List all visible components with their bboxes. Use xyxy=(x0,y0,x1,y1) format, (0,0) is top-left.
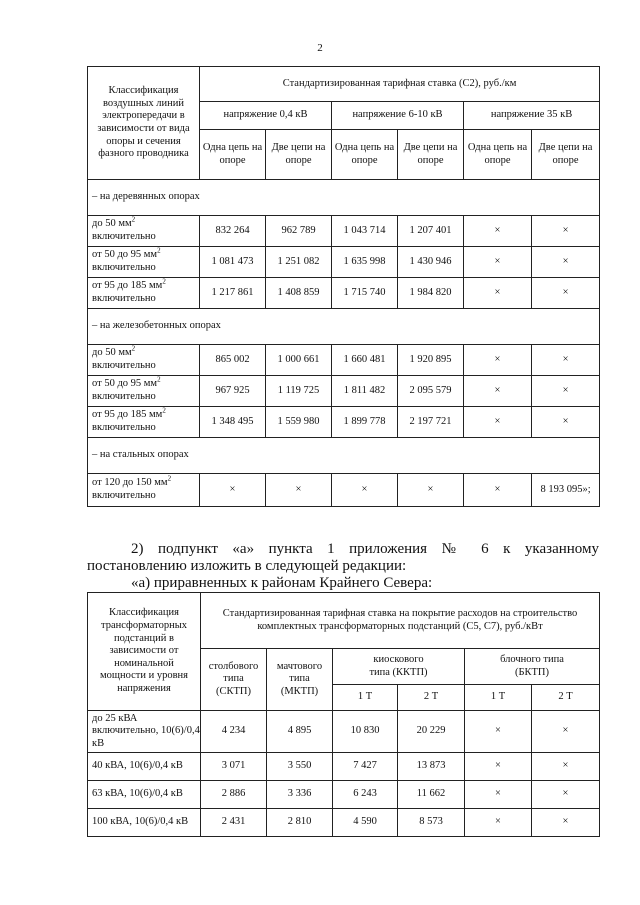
table-cell: × xyxy=(464,407,532,438)
table-row xyxy=(88,781,600,809)
amendment-paragraph-line-1: 2) подпункт «а» пункта 1 приложения № 6 к указанному xyxy=(131,541,599,557)
row-label xyxy=(88,247,200,278)
table-cell: × xyxy=(465,809,532,837)
row-label: 100 кВА, 10(6)/0,4 кВ xyxy=(88,809,201,837)
row-label: до 25 кВА включительно, 10(6)/0,4 кВ xyxy=(88,711,201,753)
row-label-sup: 2 xyxy=(157,375,161,384)
circuit-subheader: Одна цепь на опоре xyxy=(464,130,532,180)
row-label-text-2: включительно xyxy=(92,262,156,273)
table-cell: × xyxy=(332,474,398,507)
section-title: – на деревянных опорах xyxy=(88,180,600,216)
row-label-text: от 50 до 95 мм xyxy=(92,249,158,261)
circuit-subheader: Две цепи на опоре xyxy=(398,130,464,180)
table-cell: 2 431 xyxy=(201,809,267,837)
table-cell: 1 251 082 xyxy=(266,247,332,278)
table-cell: × xyxy=(532,781,600,809)
table-cell: × xyxy=(532,711,600,753)
circuit-subheader: Две цепи на опоре xyxy=(532,130,600,180)
table-cell: 1 217 861 xyxy=(200,278,266,309)
section-row xyxy=(88,180,600,216)
table-cell: 1 920 895 xyxy=(398,345,464,376)
row-label-sup: 2 xyxy=(131,344,136,353)
circuit-subheader: Одна цепь на опоре xyxy=(200,130,266,180)
table-cell: 10 830 xyxy=(333,711,398,753)
table-cell: × xyxy=(464,216,532,247)
table-cell: 3 071 xyxy=(201,753,267,781)
table-cell: × xyxy=(532,753,600,781)
row-label-sup: 2 xyxy=(131,215,136,224)
table-cell: × xyxy=(464,345,532,376)
table-cell: × xyxy=(200,474,266,507)
table-cell: × xyxy=(532,345,600,376)
transformer-count-header: 2 Т xyxy=(398,685,465,711)
table-cell: 962 789 xyxy=(266,216,332,247)
table-cell: 832 264 xyxy=(200,216,266,247)
circuit-subheader: Две цепи на опоре xyxy=(266,130,332,180)
amendment-paragraph-line-3: «а) приравненных к районам Крайнего Севера: xyxy=(131,575,433,591)
row-label-text-2: включительно xyxy=(92,360,156,371)
table-cell: 2 095 579 xyxy=(398,376,464,407)
row-label-text: от 95 до 185 мм xyxy=(92,409,163,421)
table-cell: × xyxy=(532,247,600,278)
classification-header: Классификация трансформаторных подстанций в зависимости от номинальной мощности и уровня напряжения xyxy=(88,593,201,711)
tariff-header: Стандартизированная тарифная ставка (С2), руб./км xyxy=(200,67,600,102)
table-cell: 1 559 980 xyxy=(266,407,332,438)
row-label-text: от 95 до 185 мм xyxy=(92,280,163,292)
table-cell: 1 000 661 xyxy=(266,345,332,376)
table-cell: 1 408 859 xyxy=(266,278,332,309)
table-cell: × xyxy=(532,407,600,438)
table-cell: 1 635 998 xyxy=(332,247,398,278)
table-cell: 4 234 xyxy=(201,711,267,753)
row-label xyxy=(88,278,200,309)
table-row xyxy=(88,711,600,753)
table-cell: 6 243 xyxy=(333,781,398,809)
table-cell: 1 811 482 xyxy=(332,376,398,407)
table-row xyxy=(88,216,600,247)
transformer-count-header: 1 Т xyxy=(333,685,398,711)
table-row xyxy=(88,809,600,837)
row-label-text-2: включительно xyxy=(92,490,156,501)
page-number: 2 xyxy=(317,42,323,54)
row-label-text: до 50 мм xyxy=(92,218,132,230)
table-row xyxy=(88,407,600,438)
table-row xyxy=(88,753,600,781)
table-row xyxy=(88,474,600,507)
row-label-text: от 120 до 150 мм xyxy=(92,477,168,489)
row-label-text-2: включительно xyxy=(92,293,156,304)
classification-header: Классификация воздушных линий электропередачи в зависимости от вида опоры и сечения фазного проводника xyxy=(88,67,200,180)
table-cell: 1 430 946 xyxy=(398,247,464,278)
table-cell: × xyxy=(532,216,600,247)
type-header-kktp: киоскового типа (ККТП) xyxy=(333,649,465,685)
table-cell: × xyxy=(465,753,532,781)
table-cell: 1 043 714 xyxy=(332,216,398,247)
table-cell: × xyxy=(464,247,532,278)
row-label xyxy=(88,376,200,407)
table-cell: × xyxy=(465,711,532,753)
table-row xyxy=(88,278,600,309)
row-label: 40 кВА, 10(6)/0,4 кВ xyxy=(88,753,201,781)
table-cell: 1 348 495 xyxy=(200,407,266,438)
table-cell: × xyxy=(464,474,532,507)
table-cell: 1 899 778 xyxy=(332,407,398,438)
table-cell: × xyxy=(464,278,532,309)
table-cell: 1 984 820 xyxy=(398,278,464,309)
row-label-text: до 50 мм xyxy=(92,347,132,359)
tariff-header: Стандартизированная тарифная ставка на покрытие расходов на строительство комплектных трансформаторных подстанций (С5, С7), руб./кВт xyxy=(201,593,600,649)
row-label-sup: 2 xyxy=(162,406,166,415)
table-cell: × xyxy=(465,781,532,809)
transformer-count-header: 1 Т xyxy=(465,685,532,711)
row-label xyxy=(88,474,200,507)
type-header-bktp: блочного типа (БКТП) xyxy=(465,649,600,685)
table-cell: × xyxy=(532,376,600,407)
table-cell: × xyxy=(266,474,332,507)
table-cell: × xyxy=(464,376,532,407)
amendment-paragraph-line-2: постановлению изложить в следующей редакции: xyxy=(87,558,407,574)
transformer-count-header: 2 Т xyxy=(532,685,600,711)
substations-tariff-table xyxy=(87,592,600,837)
row-label-text: от 50 до 95 мм xyxy=(92,378,158,390)
table-cell: 1 660 481 xyxy=(332,345,398,376)
table-cell: 20 229 xyxy=(398,711,465,753)
table-cell: × xyxy=(532,278,600,309)
table-row xyxy=(88,376,600,407)
row-label-sup: 2 xyxy=(157,246,161,255)
circuit-subheader: Одна цепь на опоре xyxy=(332,130,398,180)
row-label-text-2: включительно xyxy=(92,391,156,402)
table-cell: 8 193 095»; xyxy=(532,474,600,507)
voltage-35-header: напряжение 35 кВ xyxy=(464,102,600,130)
row-label xyxy=(88,345,200,376)
table-cell: 2 810 xyxy=(267,809,333,837)
row-label-sup: 2 xyxy=(167,474,172,483)
voltage-6-10-header: напряжение 6-10 кВ xyxy=(332,102,464,130)
section-title: – на железобетонных опорах xyxy=(88,309,600,345)
row-label-text-2: включительно xyxy=(92,231,156,242)
row-label-text-2: включительно xyxy=(92,422,156,433)
table-cell: 3 550 xyxy=(267,753,333,781)
section-row xyxy=(88,309,600,345)
type-header-sktp: столбового типа (СКТП) xyxy=(201,649,267,711)
table-cell: 13 873 xyxy=(398,753,465,781)
table-cell: 4 590 xyxy=(333,809,398,837)
table-row xyxy=(88,247,600,278)
table-cell: 11 662 xyxy=(398,781,465,809)
table-cell: 4 895 xyxy=(267,711,333,753)
type-header-mktp: мачтового типа (МКТП) xyxy=(267,649,333,711)
table-cell: 7 427 xyxy=(333,753,398,781)
overhead-lines-tariff-table xyxy=(87,66,600,507)
table-cell: 1 207 401 xyxy=(398,216,464,247)
table-cell: 3 336 xyxy=(267,781,333,809)
row-label: 63 кВА, 10(6)/0,4 кВ xyxy=(88,781,201,809)
row-label-sup: 2 xyxy=(162,277,166,286)
voltage-0-4-header: напряжение 0,4 кВ xyxy=(200,102,332,130)
table-cell: 2 197 721 xyxy=(398,407,464,438)
table-cell: 1 119 725 xyxy=(266,376,332,407)
table-cell: 865 002 xyxy=(200,345,266,376)
table-cell: 1 081 473 xyxy=(200,247,266,278)
row-label xyxy=(88,407,200,438)
table-cell: 2 886 xyxy=(201,781,267,809)
row-label xyxy=(88,216,200,247)
table-cell: × xyxy=(532,809,600,837)
table-cell: 1 715 740 xyxy=(332,278,398,309)
section-title: – на стальных опорах xyxy=(88,438,600,474)
table-cell: × xyxy=(398,474,464,507)
table-cell: 8 573 xyxy=(398,809,465,837)
table-cell: 967 925 xyxy=(200,376,266,407)
section-row xyxy=(88,438,600,474)
table-row xyxy=(88,345,600,376)
